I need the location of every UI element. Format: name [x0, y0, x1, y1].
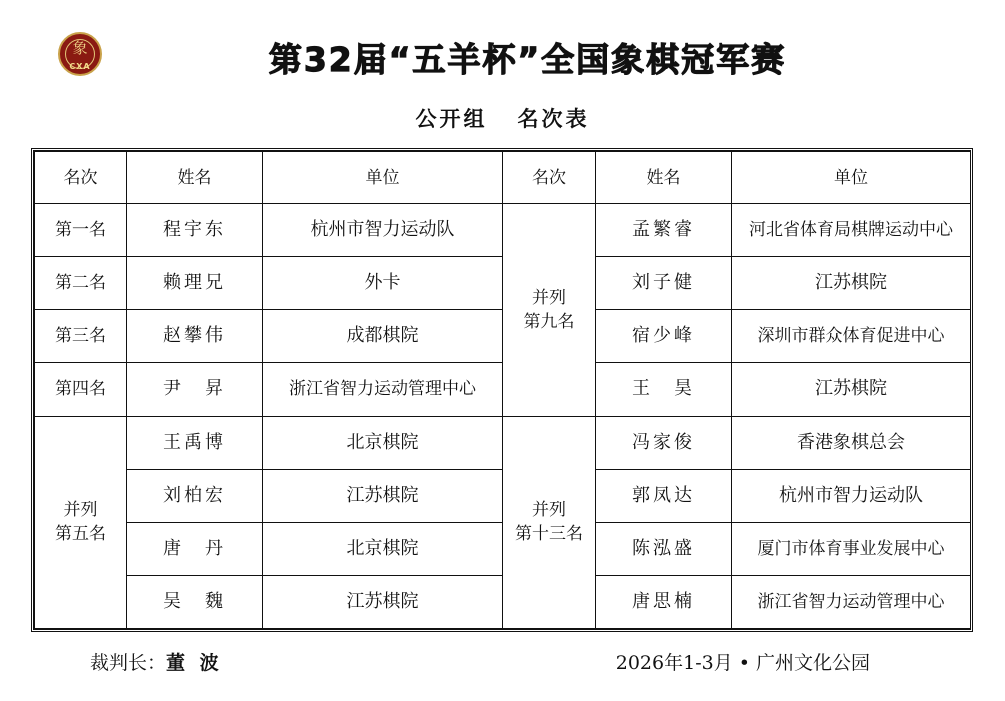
player-unit: 河北省体育局棋牌运动中心 — [732, 204, 971, 257]
player-name: 郭凤达 — [596, 469, 732, 522]
header-unit-left: 单位 — [263, 152, 503, 204]
player-unit: 江苏棋院 — [732, 257, 971, 310]
player-name: 冯家俊 — [596, 416, 732, 469]
subtitle-group: 公开组 — [415, 107, 488, 131]
rank-cell-tied-fifth — [35, 416, 127, 629]
player-name: 吴 魏 — [127, 575, 263, 628]
player-name: 宿少峰 — [596, 310, 732, 363]
player-name: 尹 昇 — [127, 363, 263, 416]
player-unit: 江苏棋院 — [732, 363, 971, 416]
logo-mark: CXA — [69, 62, 91, 71]
logo-glyph: 象 — [72, 39, 88, 57]
page-subtitle — [0, 104, 1005, 134]
player-unit: 成都棋院 — [263, 310, 503, 363]
rank-cell: 第三名 — [35, 310, 127, 363]
standings-table — [34, 151, 971, 629]
player-unit: 深圳市群众体育促进中心 — [732, 310, 971, 363]
header-name-right: 姓名 — [596, 152, 732, 204]
player-name: 孟繁睿 — [596, 204, 732, 257]
chief-referee — [90, 650, 223, 676]
rank-tied-value: 第九名 — [523, 311, 575, 332]
player-name: 刘柏宏 — [127, 469, 263, 522]
player-name: 陈泓盛 — [596, 522, 732, 575]
player-name: 刘子健 — [596, 257, 732, 310]
rank-cell: 第一名 — [35, 204, 127, 257]
player-unit: 厦门市体育事业发展中心 — [732, 522, 971, 575]
page-title: 第32届“五羊杯”全国象棋冠军赛 — [268, 40, 787, 79]
player-unit: 浙江省智力运动管理中心 — [732, 575, 971, 628]
player-unit: 外卡 — [263, 257, 503, 310]
chief-referee-name: 董 波 — [166, 652, 223, 674]
player-name: 唐思楠 — [596, 575, 732, 628]
chief-referee-label: 裁判长： — [90, 652, 167, 674]
player-unit: 江苏棋院 — [263, 469, 503, 522]
table-header-row — [35, 152, 971, 204]
header-unit-right: 单位 — [732, 152, 971, 204]
player-name: 赖理兄 — [127, 257, 263, 310]
table-row — [35, 204, 971, 257]
rank-cell-tied-ninth — [503, 204, 596, 417]
rank-cell: 第四名 — [35, 363, 127, 416]
player-name: 王 昊 — [596, 363, 732, 416]
rank-tied-label: 并列 — [532, 500, 566, 521]
player-unit: 北京棋院 — [263, 522, 503, 575]
rank-cell-tied-thirteenth — [503, 416, 596, 629]
player-unit: 江苏棋院 — [263, 575, 503, 628]
player-unit: 杭州市智力运动队 — [263, 204, 503, 257]
rank-tied-label: 并列 — [63, 500, 98, 521]
player-unit: 浙江省智力运动管理中心 — [263, 363, 503, 416]
header-rank-right: 名次 — [503, 152, 596, 204]
player-unit: 杭州市智力运动队 — [732, 469, 971, 522]
player-unit: 北京棋院 — [263, 416, 503, 469]
header-rank-left: 名次 — [35, 152, 127, 204]
rank-tied-value: 第五名 — [55, 524, 106, 545]
standings-table-frame — [31, 148, 973, 632]
rank-cell: 第二名 — [35, 257, 127, 310]
player-name: 程宇东 — [127, 204, 263, 257]
player-name: 赵攀伟 — [127, 310, 263, 363]
rank-tied-value: 第十三名 — [515, 524, 583, 545]
subtitle-table: 名次表 — [517, 107, 590, 131]
table-row — [35, 416, 971, 469]
player-name: 王禹博 — [127, 416, 263, 469]
player-name: 唐 丹 — [127, 522, 263, 575]
player-unit: 香港象棋总会 — [732, 416, 971, 469]
event-date-place: 2026年1-3月 • 广州文化公园 — [615, 652, 870, 674]
header-name-left: 姓名 — [127, 152, 263, 204]
rank-tied-label: 并列 — [532, 287, 566, 308]
